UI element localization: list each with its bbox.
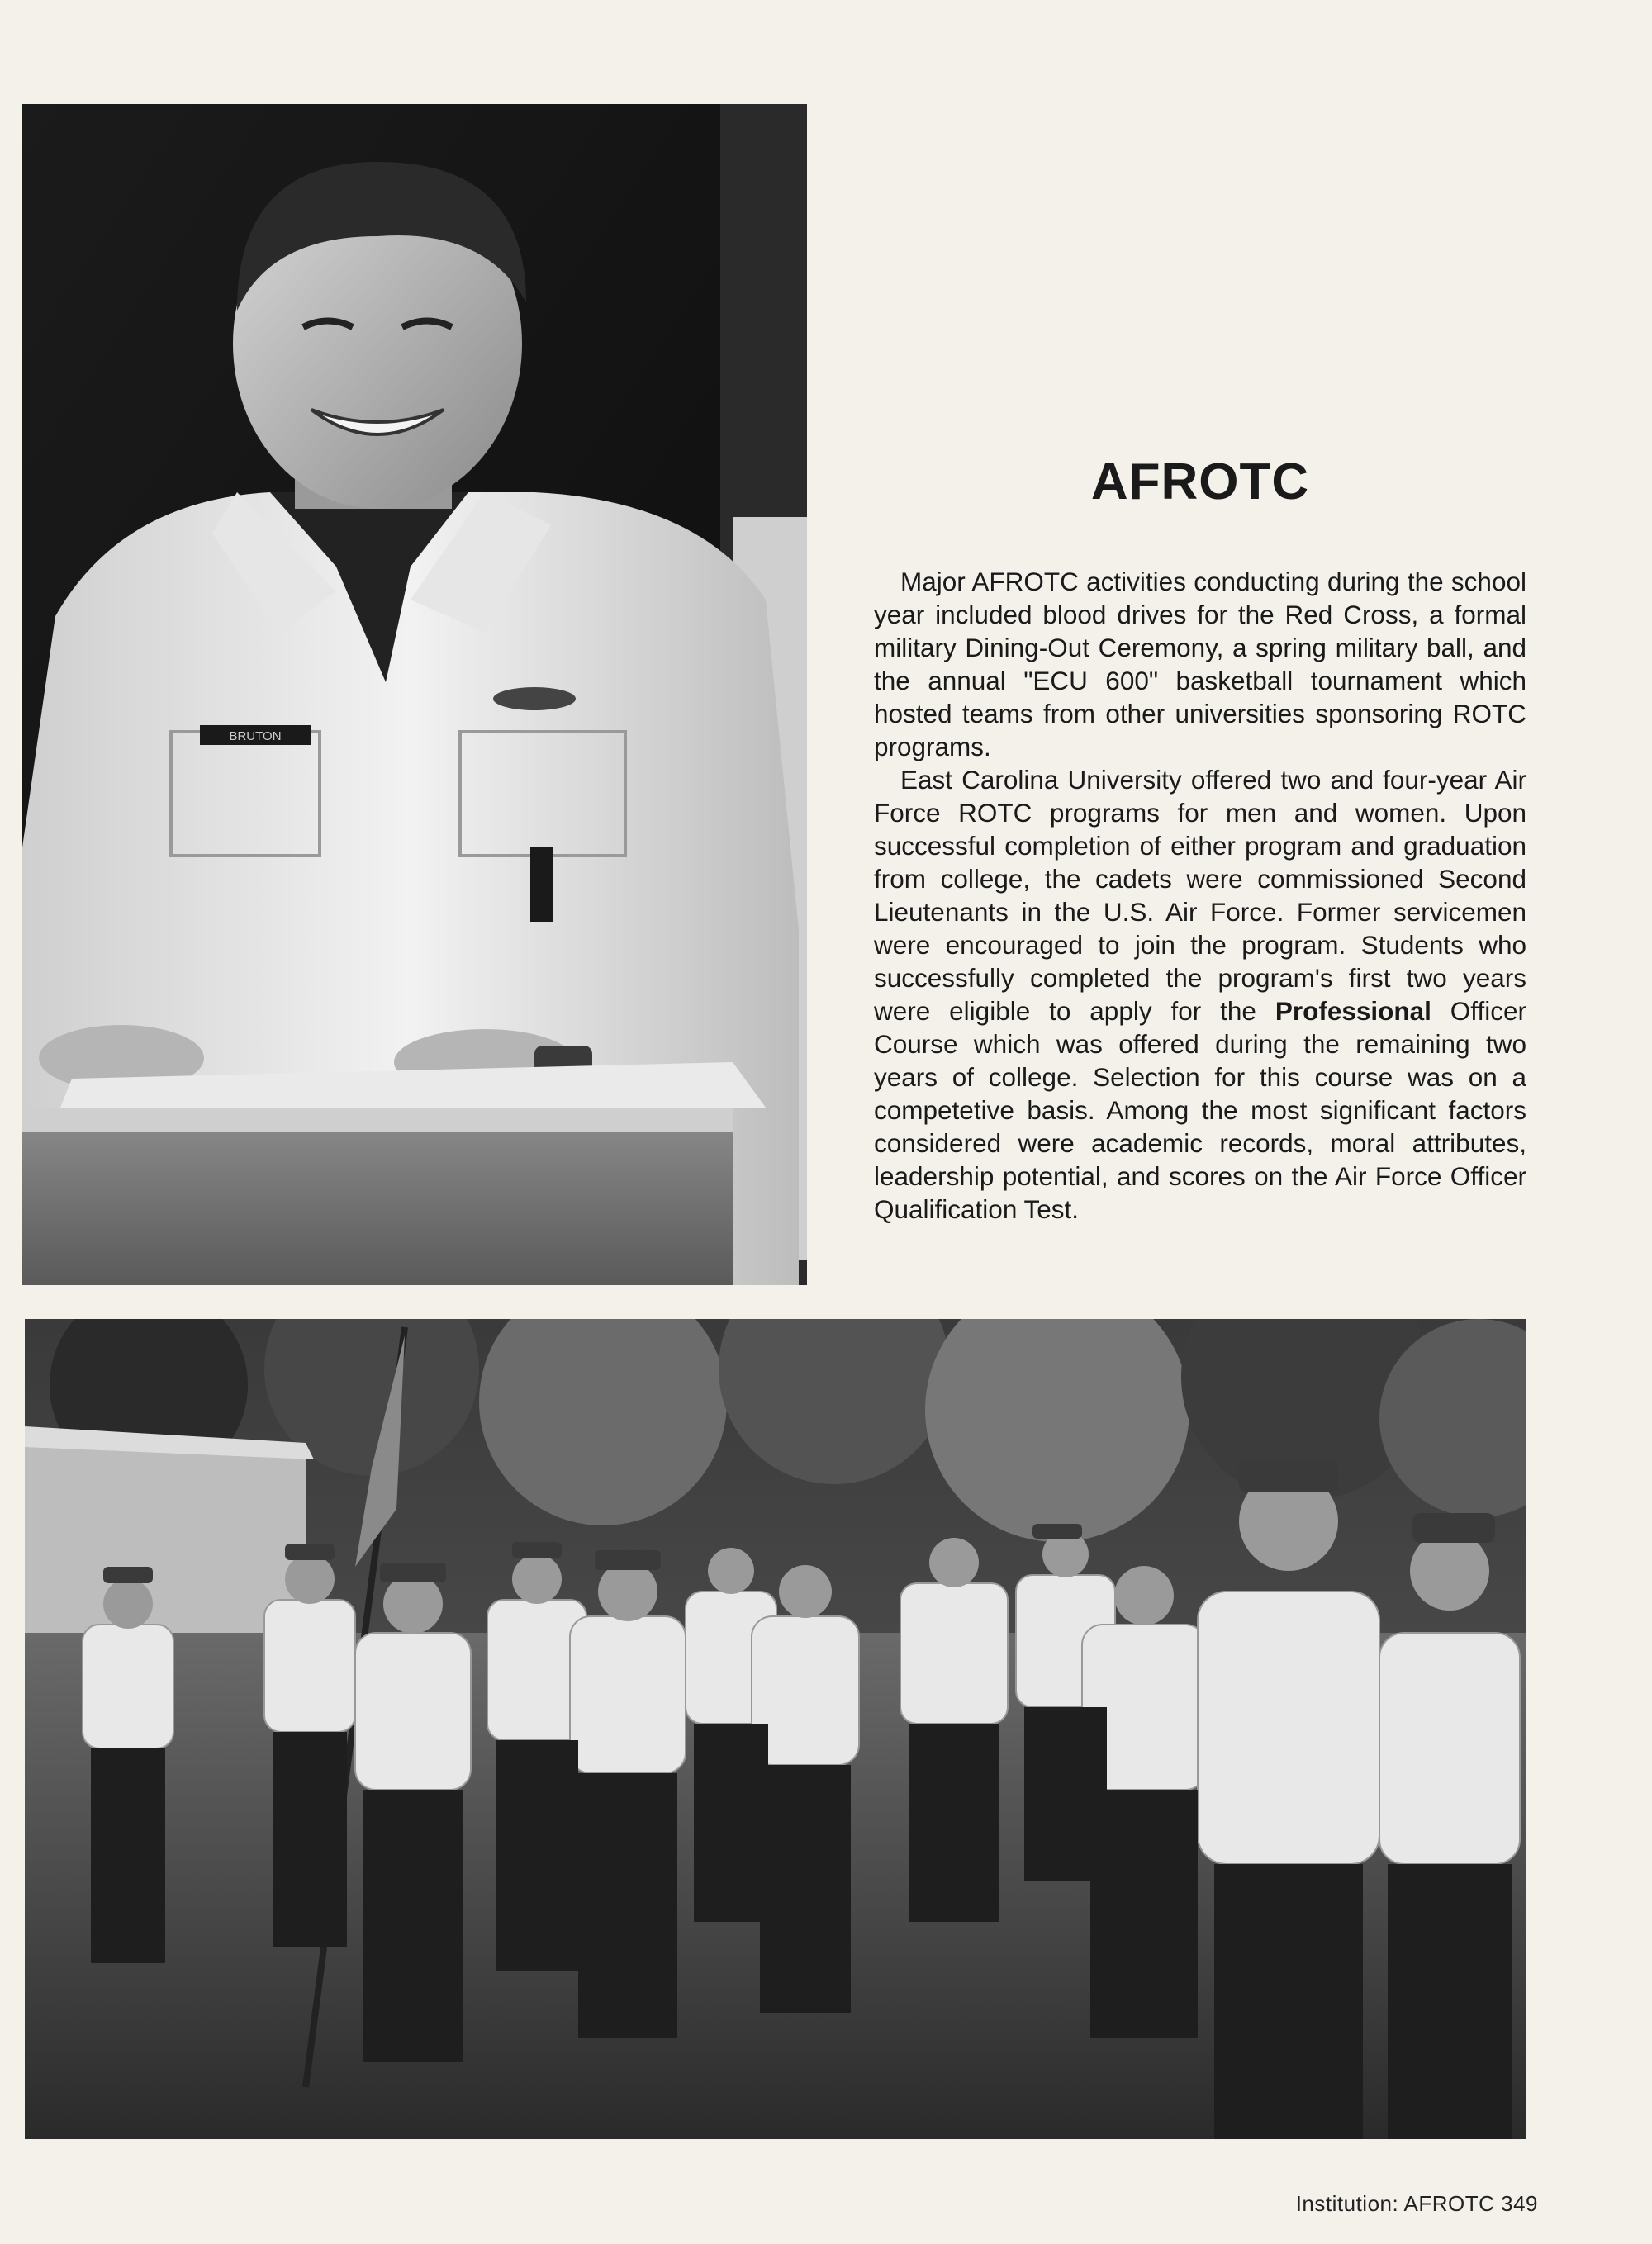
paragraph-2 [874,763,1526,1226]
marching-cadets-photo [25,1319,1526,2139]
paragraph-2-part-2: Officer Course which was offered during the remaining two years of college. Selection for this course was on a competetive basis. Among the most significant factors considered were academic records, moral attributes, leadership potential, and scores on the Air Force Officer Qualification Test. [874,996,1526,1224]
paragraph-2-part-1: East Carolina University offered two and four-year Air Force ROTC programs for men and women. Upon successful completion of either program and graduation from college, the cadets were commissioned Second Lieutenants in the U.S. Air Force. Former servicemen were encouraged to join the program. Students who successfully completed the program's first two years were eligible to apply for the [874,765,1526,1026]
officer-photo [22,104,807,1285]
article-title: AFROTC [1090,453,1310,510]
article-body [874,565,1526,1226]
nametag-text: BRUTON [229,729,282,743]
paragraph-1: Major AFROTC activities conducting during the school year included blood drives for the Red Cross, a formal military Dining-Out Ceremony, a spring military ball, and the annual "ECU 600" basketball tournament which hosted teams from other universities sponsoring ROTC programs. [874,567,1526,761]
bold-term: Professional [1275,996,1431,1026]
page-footer: Institution: AFROTC 349 [1295,2191,1538,2216]
